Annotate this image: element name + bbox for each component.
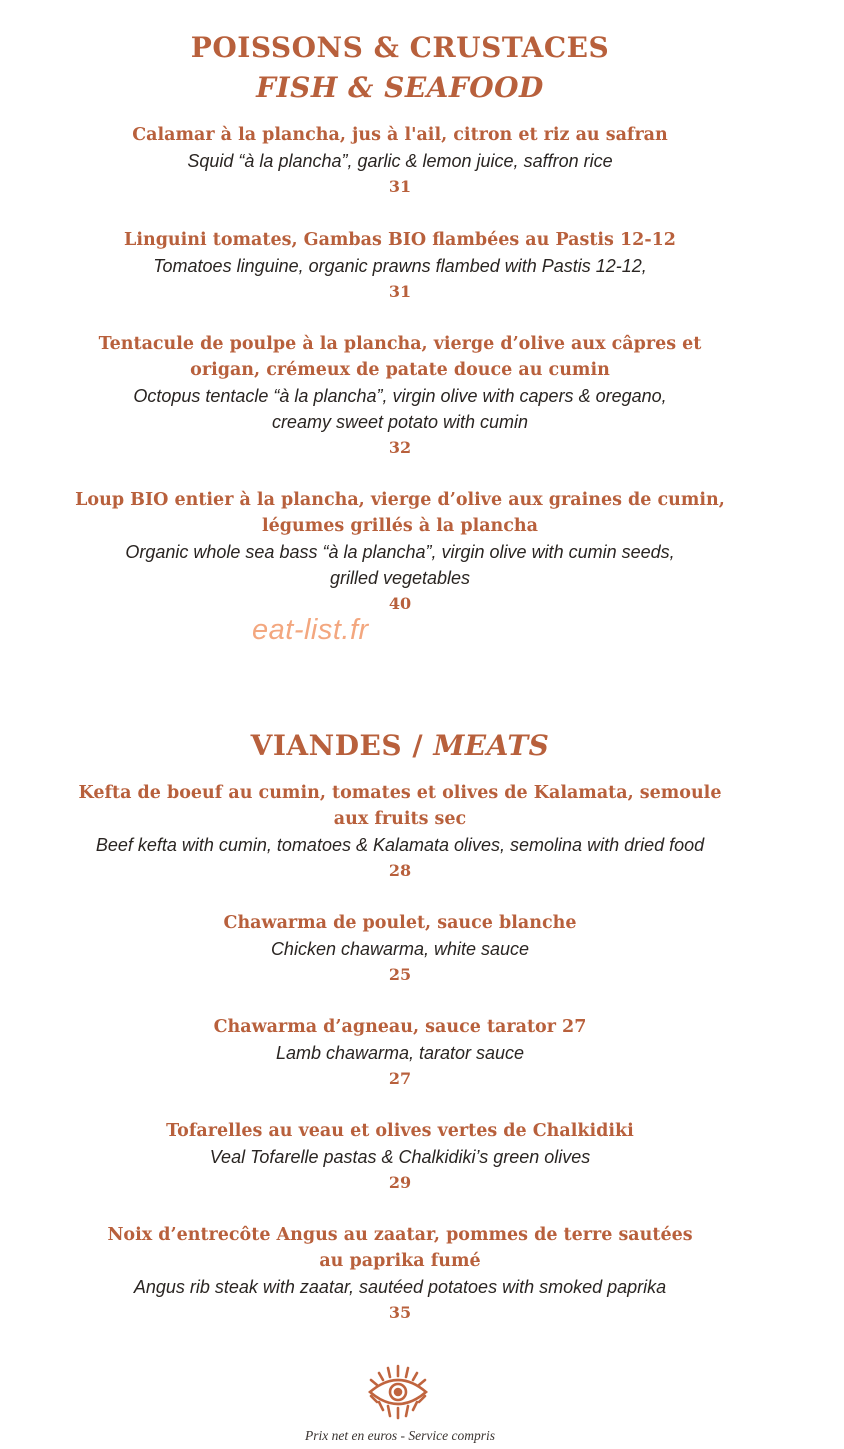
dish-name-fr: Kefta de boeuf au cumin, tomates et olives de Kalamata, semoule: [78, 783, 722, 803]
section-title-fish-fr: POISSONS & CRUSTACES: [190, 31, 610, 64]
menu-item: [0, 1014, 800, 1092]
dish-name-fr: Tofarelles au veau et olives vertes de Chalkidiki: [166, 1121, 634, 1141]
dish-price: 28: [388, 861, 412, 880]
dish-name-fr: Loup BIO entier à la plancha, vierge d’olive aux graines de cumin,: [75, 490, 725, 510]
watermark: eat-list.fr: [252, 614, 369, 646]
dish-name-en: Squid “à la plancha”, garlic & lemon juice, saffron rice: [187, 151, 613, 171]
dish-price: 25: [388, 965, 412, 984]
menu-item: [0, 227, 800, 305]
dish-price: 27: [388, 1069, 412, 1088]
dish-name-en: Beef kefta with cumin, tomatoes & Kalamata olives, semolina with dried food: [95, 835, 705, 855]
section-title-meats: VIANDES / MEATS: [250, 729, 550, 762]
dish-name-fr: au paprika fumé: [319, 1251, 481, 1271]
menu-item: [0, 122, 800, 200]
dish-name-fr: origan, crémeux de patate douce au cumin: [190, 360, 610, 380]
menu-item: [0, 487, 800, 617]
menu-item: [0, 331, 800, 461]
dish-price: 31: [388, 282, 412, 301]
dish-name-en: grilled vegetables: [329, 568, 471, 588]
dish-name-en: Organic whole sea bass “à la plancha”, virgin olive with cumin seeds,: [125, 542, 675, 562]
dish-name-fr: Linguini tomates, Gambas BIO flambées au Pastis 12-12: [124, 230, 676, 250]
dish-price: 29: [388, 1173, 412, 1192]
dish-name-en: Tomatoes linguine, organic prawns flambed with Pastis 12-12,: [153, 256, 647, 276]
dish-name-fr: Chawarma de poulet, sauce blanche: [223, 913, 577, 933]
dish-price: 35: [388, 1303, 412, 1322]
dish-name-en: Chicken chawarma, white sauce: [270, 939, 530, 959]
eye-sun-logo-icon: [366, 1362, 430, 1422]
dish-name-en: Veal Tofarelle pastas & Chalkidiki’s green olives: [209, 1147, 591, 1167]
section-title-fish-en: FISH & SEAFOOD: [256, 71, 544, 104]
menu-item: [0, 910, 800, 988]
menu-item: [0, 780, 800, 884]
dish-name-fr: légumes grillés à la plancha: [262, 516, 538, 536]
dish-price: 40: [388, 594, 412, 613]
dish-name-en: Lamb chawarma, tarator sauce: [275, 1043, 525, 1063]
menu-item: [0, 1222, 800, 1326]
dish-name-en: Angus rib steak with zaatar, sautéed potatoes with smoked paprika: [133, 1277, 667, 1297]
dish-name-fr: Chawarma d’agneau, sauce tarator 27: [213, 1017, 587, 1037]
dish-name-fr: Calamar à la plancha, jus à l'ail, citron et riz au safran: [132, 125, 668, 145]
dish-price: 32: [388, 438, 412, 457]
dish-name-en: Octopus tentacle “à la plancha”, virgin olive with capers & oregano,: [133, 386, 667, 406]
dish-name-fr: aux fruits sec: [333, 809, 467, 829]
dish-price: 31: [388, 177, 412, 196]
dish-name-fr: Noix d’entrecôte Angus au zaatar, pommes de terre sautées: [107, 1225, 693, 1245]
footer-note: Prix net en euros - Service compris: [305, 1428, 495, 1443]
dish-name-fr: Tentacule de poulpe à la plancha, vierge d’olive aux câpres et: [98, 334, 702, 354]
menu-item: [0, 1118, 800, 1196]
dish-name-en: creamy sweet potato with cumin: [271, 412, 529, 432]
